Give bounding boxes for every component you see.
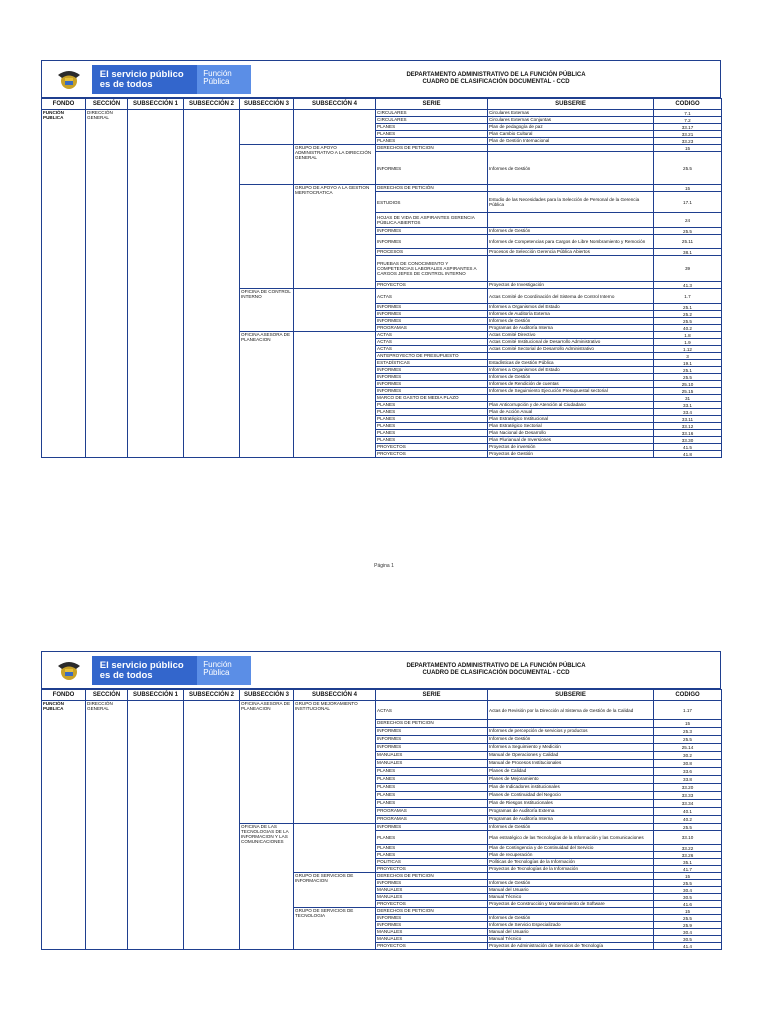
subserie-cell: Circulares Externas [488,110,654,117]
serie-cell: INFORMES [376,388,488,395]
subserie-cell: Planes de Continuidad del Negocio [488,792,654,800]
serie-cell: INFORMES [376,381,488,388]
subserie-cell: Informes de Gestión [488,880,654,887]
subseccion4-cell: GRUPO DE SERVICIOS DE INFORMACION [294,873,376,908]
serie-cell: POLITICAS [376,859,488,866]
codigo-cell: 33.30 [654,437,722,444]
codigo-cell: 33.22 [654,845,722,852]
codigo-cell: 25.5 [654,228,722,235]
serie-cell: CIRCULARES [376,117,488,124]
subseccion4-cell: GRUPO DE APOYO A LA GESTION MERITOCRATICA [294,185,376,289]
subserie-cell: Estadísticas de Gestión Pública [488,360,654,367]
subseccion4-cell [294,824,376,873]
codigo-cell: 25.5 [654,880,722,887]
subserie-cell: Plan de Riesgos Institucionales [488,800,654,808]
codigo-cell: 33.4 [654,409,722,416]
serie-cell: INFORMES [376,152,488,185]
subserie-cell: Plan de Indicadores institucionales [488,784,654,792]
subserie-cell: Actas Comité de Coordinación del Sistema de Control Interno [488,289,654,304]
codigo-cell: 25.5 [654,152,722,185]
codigo-cell: 31 [654,395,722,402]
column-header: SUBSECCIÓN 4 [294,99,376,110]
codigo-cell: 25.5 [654,318,722,325]
subserie-cell: Plan de Contingencia y de Continuidad del Servicio [488,845,654,852]
subserie-cell: Plan Cambio Cultural [488,131,654,138]
serie-cell: PLANES [376,831,488,845]
serie-cell: PLANES [376,800,488,808]
serie-cell: ACTAS [376,332,488,339]
codigo-cell: 17.1 [654,192,722,213]
codigo-cell: 30.2 [654,752,722,760]
codigo-cell: 1.12 [654,346,722,353]
subserie-cell: Actas de Revisión por la Dirección al Sistema de Gestión de la Calidad [488,701,654,720]
page-number: Página 1 [374,563,394,569]
subserie-cell: Planes de Mejoramiento [488,776,654,784]
serie-cell: PROYECTOS [376,444,488,451]
subseccion3-cell: OFICINA ASESORA DE PLANEACION [240,701,294,824]
serie-cell: INFORMES [376,915,488,922]
codigo-cell: 3 [654,353,722,360]
serie-cell: PLANES [376,430,488,437]
serie-cell: INFORMES [376,744,488,752]
subserie-cell: Plan Estratégico Sectorial [488,423,654,430]
subserie-cell: Manual del Usuario [488,887,654,894]
serie-cell: MANUALES [376,760,488,768]
subserie-cell: Informes de Seguimiento Ejecución Presupuestal sectorial [488,388,654,395]
column-header: FONDO [42,99,86,110]
page-header-banner [41,651,721,689]
subseccion4-cell: GRUPO DE APOYO ADMINISTRATIVO A LA DIRECCIÓN GENERAL [294,145,376,185]
serie-cell: PROYECTOS [376,901,488,908]
codigo-cell: 30.8 [654,760,722,768]
subserie-cell: Planes de Calidad [488,768,654,776]
subseccion4-cell: GRUPO DE SERVICIOS DE TECNOLOGIA [294,908,376,950]
subserie-cell: Plan Estratégico Institucional [488,416,654,423]
subserie-cell: Circulares Externas Conjuntas [488,117,654,124]
subseccion3-cell: OFICINA DE LAS TECNOLOGIAS DE LA INFORMACION Y LAS COMUNICACIONES [240,824,294,950]
brand-logo [46,656,251,685]
codigo-cell: 41.7 [654,866,722,873]
subserie-cell: Proyectos de Construcción y Mantenimiento de Software [488,901,654,908]
codigo-cell: 1.9 [654,339,722,346]
serie-cell: PROYECTOS [376,943,488,950]
codigo-cell: 30.5 [654,894,722,901]
serie-cell: PLANES [376,437,488,444]
serie-cell: ESTUDIOS [376,192,488,213]
serie-cell: HOJAS DE VIDA DE ASPIRANTES GERENCIA PÚBLICA ABIERTOS [376,213,488,228]
serie-cell: ACTAS [376,346,488,353]
codigo-cell: 25.11 [654,235,722,249]
codigo-cell: 33.1 [654,402,722,409]
serie-cell: INFORMES [376,736,488,744]
serie-cell: INFORMES [376,728,488,736]
serie-cell: PROGRAMAS [376,325,488,332]
subserie-cell: Plan Nacional de Desarrollo [488,430,654,437]
serie-cell: INFORMES [376,880,488,887]
column-header: SUBSERIE [488,690,654,701]
subserie-cell: Manual de Procesos Institucionales [488,760,654,768]
subserie-cell: Plan estratégico de las Tecnologías de la Información y las Comunicaciones [488,831,654,845]
codigo-cell: 24 [654,213,722,228]
table-row [42,701,722,720]
serie-cell: DERECHOS DE PETICION [376,908,488,915]
subserie-cell: Informes de Gestión [488,915,654,922]
column-header: SUBSERIE [488,99,654,110]
subserie-cell: Informes de Gestión [488,736,654,744]
document-title: DEPARTAMENTO ADMINISTRATIVO DE LA FUNCIÓN PÚBLICA CUADRO DE CLASIFICACIÓN DOCUMENTAL - CCD [406,663,586,676]
serie-cell: DERECHOS DE PETICION [376,720,488,728]
codigo-cell: 40.2 [654,816,722,824]
brand-slogan: El servicio público es de todos [92,656,197,685]
serie-cell: MANUALES [376,929,488,936]
column-header: SECCIÓN [86,690,128,701]
serie-cell: INFORMES [376,922,488,929]
codigo-cell: 30.4 [654,929,722,936]
column-header: SUBSECCIÓN 3 [240,99,294,110]
serie-cell: INFORMES [376,318,488,325]
subserie-cell [488,908,654,915]
coat-of-arms-icon [46,656,92,685]
serie-cell: PROGRAMAS [376,808,488,816]
serie-cell: INFORMES [376,304,488,311]
codigo-cell: 25.1 [654,367,722,374]
serie-cell: PLANES [376,792,488,800]
classification-table [41,689,722,950]
codigo-cell: 30.4 [654,887,722,894]
codigo-cell: 33.26 [654,852,722,859]
serie-cell: PROYECTOS [376,451,488,458]
codigo-cell: 41.6 [654,901,722,908]
subserie-cell: Informes de percepción de servicios y productos [488,728,654,736]
codigo-cell: 39 [654,256,722,282]
serie-cell: MANUALES [376,752,488,760]
serie-cell: PLANES [376,409,488,416]
document-title: DEPARTAMENTO ADMINISTRATIVO DE LA FUNCIÓN PÚBLICA CUADRO DE CLASIFICACIÓN DOCUMENTAL - CCD [406,72,586,85]
subserie-cell: Manual del Usuario [488,929,654,936]
serie-cell: PLANES [376,402,488,409]
codigo-cell: 25.14 [654,744,722,752]
serie-cell: INFORMES [376,374,488,381]
subserie-cell: Proyectos de Administración de Servicios de Tecnología [488,943,654,950]
subserie-cell: Manual Técnico [488,936,654,943]
subserie-cell: Actas Comité Sectorial de Desarrollo Administrativo [488,346,654,353]
subserie-cell: Proyectos de inversión [488,444,654,451]
subserie-cell: Plan de pedagogía de paz [488,124,654,131]
column-header: SUBSECCIÓN 2 [184,99,240,110]
serie-cell: PROYECTOS [376,866,488,873]
column-header: SUBSECCIÓN 4 [294,690,376,701]
subseccion1-cell [128,701,184,950]
serie-cell: MANUALES [376,894,488,901]
codigo-cell: 30.5 [654,936,722,943]
subserie-cell: Actas Comité Directivo [488,332,654,339]
codigo-cell: 35.1 [654,859,722,866]
subserie-cell: Plan Plurianual de Inversiones [488,437,654,444]
subserie-cell: Proyectos de Tecnologías de la Información [488,866,654,873]
codigo-cell: 25.15 [654,388,722,395]
codigo-cell: 25.5 [654,374,722,381]
serie-cell: PLANES [376,423,488,430]
codigo-cell: 1.8 [654,332,722,339]
serie-cell: PROGRAMAS [376,816,488,824]
serie-cell: PLANES [376,138,488,145]
codigo-cell: 15 [654,185,722,192]
codigo-cell: 33.34 [654,800,722,808]
serie-cell: DERECHOS DE PETICIÓN [376,185,488,192]
table-header-row [42,690,722,701]
serie-cell: INFORMES [376,824,488,831]
codigo-cell: 33.23 [654,138,722,145]
codigo-cell: 19.1 [654,360,722,367]
serie-cell: PLANES [376,845,488,852]
subserie-cell: Informes de Gestión [488,318,654,325]
serie-cell: DERECHOS DE PETICION [376,145,488,152]
codigo-cell: 1.17 [654,701,722,720]
codigo-cell: 38.1 [654,249,722,256]
codigo-cell: 25.5 [654,824,722,831]
serie-cell: MARCO DE GASTO DE MEDIA PLAZO [376,395,488,402]
subseccion3-cell: OFICINA ASESORA DE PLANEACION [240,332,294,458]
codigo-cell: 33.6 [654,768,722,776]
subseccion2-cell [184,701,240,950]
codigo-cell: 25.10 [654,381,722,388]
subserie-cell: Proyectos de Investigación [488,282,654,289]
subserie-cell: Informes de Auditoría Externa [488,311,654,318]
codigo-cell: 33.11 [654,416,722,423]
serie-cell: PLANES [376,776,488,784]
codigo-cell: 33.33 [654,792,722,800]
subseccion3-cell: OFICINA DE CONTROL INTERNO [240,289,294,332]
column-header: SUBSECCIÓN 3 [240,690,294,701]
serie-cell: PLANES [376,768,488,776]
column-header: CODIGO [654,690,722,701]
serie-cell: DERECHOS DE PETICION [376,873,488,880]
codigo-cell: 7.2 [654,117,722,124]
serie-cell: INFORMES [376,228,488,235]
codigo-cell: 7.1 [654,110,722,117]
serie-cell: ACTAS [376,339,488,346]
serie-cell: ACTAS [376,701,488,720]
serie-cell: PLANES [376,124,488,131]
serie-cell: PLANES [376,416,488,423]
column-header: SERIE [376,690,488,701]
subserie-cell: Procesos de Selección Gerencia Pública Abiertos [488,249,654,256]
serie-cell: INFORMES [376,235,488,249]
subserie-cell: Actas Comité Institucional de Desarrollo Administrativo [488,339,654,346]
column-header: FONDO [42,690,86,701]
subserie-cell: Plan Anticorrupción y de Atención al Ciudadano [488,402,654,409]
subserie-cell [488,873,654,880]
subseccion4-cell: GRUPO DE MEJORAMIENTO INSTITUCIONAL [294,701,376,824]
subserie-cell: Plan de Gestión Internacional [488,138,654,145]
seccion-cell: DIRECCIÓN GENERAL [86,110,128,458]
codigo-cell: 1.7 [654,289,722,304]
serie-cell: PROYECTOS [376,282,488,289]
subserie-cell: Informes de Competencias para Cargos de Libre Nombramiento y Remoción [488,235,654,249]
fondo-cell: FUNCIÓN PUBLICA [42,701,86,950]
serie-cell: INFORMES [376,311,488,318]
codigo-cell: 33.8 [654,776,722,784]
codigo-cell: 15 [654,720,722,728]
codigo-cell: 15 [654,908,722,915]
codigo-cell: 41.4 [654,943,722,950]
column-header: SERIE [376,99,488,110]
codigo-cell: 33.20 [654,784,722,792]
brand-slogan: El servicio público es de todos [92,65,197,94]
serie-cell: PROCESOS [376,249,488,256]
subserie-cell: Programas de Auditoría Interna [488,816,654,824]
serie-cell: PLANES [376,131,488,138]
codigo-cell: 33.10 [654,831,722,845]
subserie-cell: Políticas de Tecnologías de la Información [488,859,654,866]
column-header: SUBSECCIÓN 1 [128,690,184,701]
subserie-cell: Estudio de las Necesidades para la Selección de Personal de la Gerencia Pública [488,192,654,213]
codigo-cell: 33.16 [654,430,722,437]
serie-cell: PRUEBAS DE CONOCIMIENTO Y COMPETENCIAS LABORALES ASPIRANTES A CARGOS JEFES DE CONTROL INTERNO [376,256,488,282]
codigo-cell: 15 [654,873,722,880]
subserie-cell: Informes de Gestión [488,824,654,831]
subserie-cell [488,720,654,728]
codigo-cell: 33.17 [654,124,722,131]
codigo-cell: 41.3 [654,282,722,289]
subserie-cell: Programas de Auditoría Externa [488,808,654,816]
fondo-cell: FUNCIÓN PUBLICA [42,110,86,458]
codigo-cell: 15 [654,145,722,152]
codigo-cell: 25.3 [654,728,722,736]
serie-cell: MANUALES [376,887,488,894]
serie-cell: CIRCULARES [376,110,488,117]
codigo-cell: 41.8 [654,451,722,458]
codigo-cell: 41.5 [654,444,722,451]
column-header: CODIGO [654,99,722,110]
subserie-cell: Plan de Acción Anual [488,409,654,416]
subserie-cell: Informes de Servicio Especializado [488,922,654,929]
subserie-cell: Plan de recuperación [488,852,654,859]
subserie-cell: Informes de Rendición de cuentas [488,381,654,388]
brand-name: Función Pública [197,656,251,685]
subserie-cell: Informes a Organismos del Estado [488,304,654,311]
codigo-cell: 33.12 [654,423,722,430]
seccion-cell: DIRECCIÓN GENERAL [86,701,128,950]
codigo-cell: 25.1 [654,304,722,311]
codigo-cell: 40.2 [654,325,722,332]
codigo-cell: 25.2 [654,311,722,318]
serie-cell: ESTADÍSTICAS [376,360,488,367]
codigo-cell: 25.9 [654,922,722,929]
codigo-cell: 33.21 [654,131,722,138]
serie-cell: PLANES [376,784,488,792]
subserie-cell: Manual Técnico [488,894,654,901]
subserie-cell: Proyectos de Gestión [488,451,654,458]
serie-cell: MANUALES [376,936,488,943]
serie-cell: ANTEPROYECTO DE PRESUPUESTO [376,353,488,360]
brand-name: Función Pública [197,65,251,94]
subserie-cell: Informes de Gestión [488,228,654,235]
column-header: SUBSECCIÓN 2 [184,690,240,701]
serie-cell: INFORMES [376,367,488,374]
column-header: SUBSECCIÓN 1 [128,99,184,110]
column-header: SECCIÓN [86,99,128,110]
serie-cell: ACTAS [376,289,488,304]
subserie-cell: Informes de Gestión [488,374,654,381]
codigo-cell: 40.1 [654,808,722,816]
serie-cell: PLANES [376,852,488,859]
subserie-cell: Manual de Operaciones y Calidad [488,752,654,760]
subserie-cell: Informes a Organismos del Estado [488,367,654,374]
subserie-cell: Informes de Gestión [488,152,654,185]
subserie-cell: Informes a Seguimiento y Medición [488,744,654,752]
codigo-cell: 25.5 [654,736,722,744]
codigo-cell: 25.5 [654,915,722,922]
subserie-cell: Programas de Auditoría Interna [488,325,654,332]
